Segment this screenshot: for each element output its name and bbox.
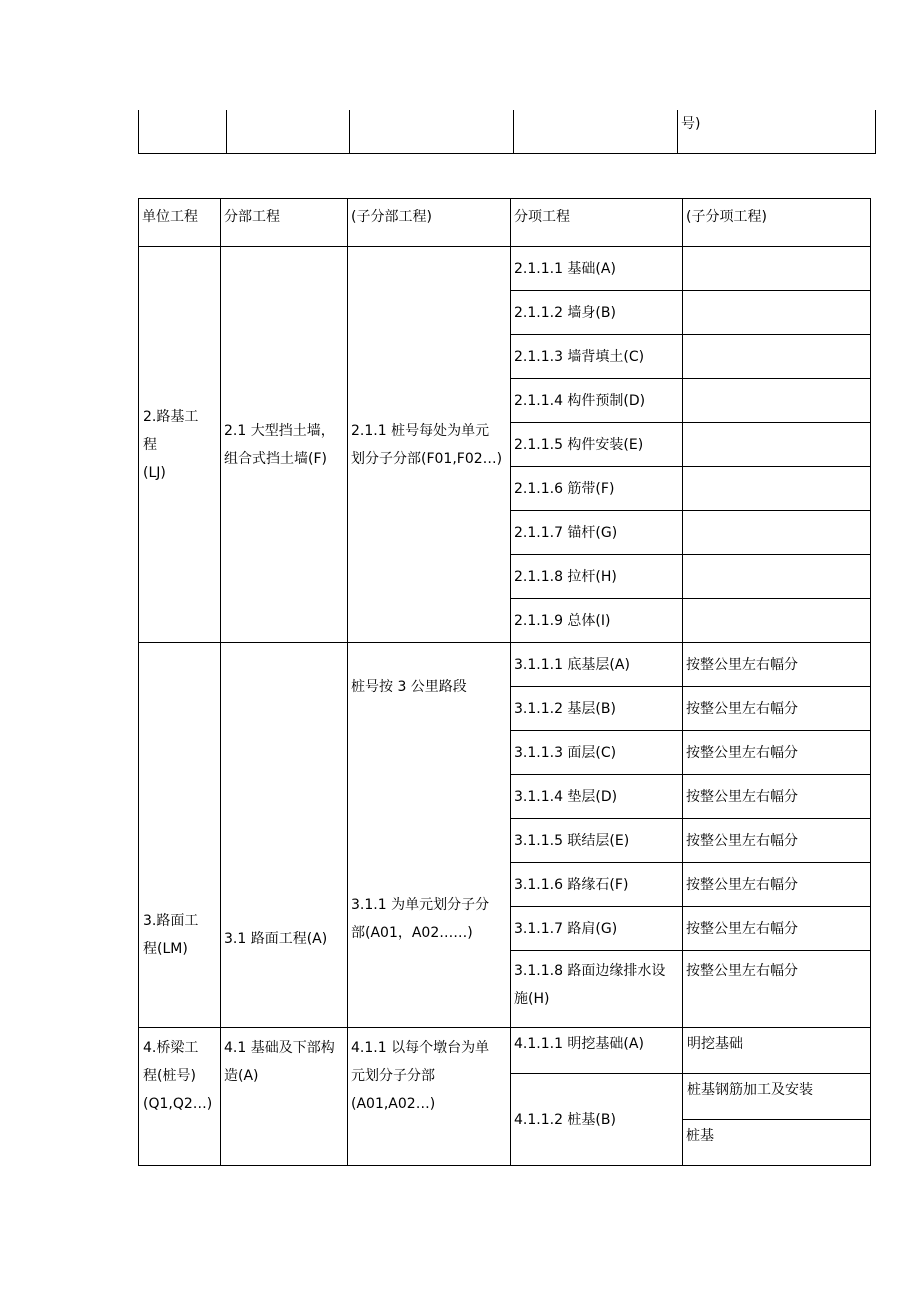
subdivision-line: (A01,A02…) bbox=[351, 1096, 436, 1112]
subdivision-pavement bbox=[348, 643, 511, 1028]
table-row bbox=[139, 247, 871, 291]
subitem-cell bbox=[683, 599, 871, 643]
item-cell: 3.1.1.4 垫层(D) bbox=[511, 775, 683, 819]
header-subdivision-project: (子分部工程) bbox=[348, 199, 511, 247]
unit-line: (LJ) bbox=[143, 464, 166, 481]
subitem-cell: 按整公里左右幅分 bbox=[683, 775, 871, 819]
unit-line: 程 bbox=[143, 436, 157, 453]
subitem-cell: 按整公里左右幅分 bbox=[683, 643, 871, 687]
item-cell: 2.1.1.8 拉杆(H) bbox=[511, 555, 683, 599]
subdivision-note: 桩号按 3 公里路段 bbox=[351, 679, 467, 695]
subitem-cell: 桩基 bbox=[683, 1120, 871, 1166]
item-line: 3.1.1.8 路面边缘排水设 bbox=[514, 963, 666, 979]
subitem-cell: 明挖基础 bbox=[683, 1028, 871, 1074]
table-cell bbox=[139, 110, 227, 154]
item-cell: 3.1.1.7 路肩(G) bbox=[511, 907, 683, 951]
unit-line: 4.桥梁工 bbox=[143, 1040, 199, 1056]
division-pavement: 3.1 路面工程(A) bbox=[221, 643, 348, 1028]
table-cell bbox=[350, 110, 514, 154]
item-cell: 3.1.1.5 联结层(E) bbox=[511, 819, 683, 863]
unit-line: 程(桩号) bbox=[143, 1068, 196, 1084]
item-cell: 2.1.1.9 总体(I) bbox=[511, 599, 683, 643]
item-cell: 3.1.1.6 路缘石(F) bbox=[511, 863, 683, 907]
unit-pavement bbox=[139, 643, 221, 1028]
subitem-cell bbox=[683, 511, 871, 555]
subdivision-line: 2.1.1 桩号每处为单元 bbox=[351, 422, 490, 439]
division-bridge-foundation bbox=[221, 1028, 348, 1166]
subdivision-bridge-pier bbox=[348, 1028, 511, 1166]
header-item-project: 分项工程 bbox=[511, 199, 683, 247]
table-cell bbox=[514, 110, 678, 154]
subitem-cell: 按整公里左右幅分 bbox=[683, 687, 871, 731]
subdivision-retaining-wall bbox=[348, 247, 511, 643]
table-header-row bbox=[139, 199, 871, 247]
division-retaining-wall bbox=[221, 247, 348, 643]
subitem-cell: 按整公里左右幅分 bbox=[683, 863, 871, 907]
subdivision-line: 元划分子分部 bbox=[351, 1068, 435, 1084]
subitem-cell: 桩基钢筋加工及安装 bbox=[683, 1074, 871, 1120]
item-cell: 2.1.1.1 基础(A) bbox=[511, 247, 683, 291]
unit-line: (Q1,Q2…) bbox=[143, 1096, 213, 1112]
item-cell: 2.1.1.2 墙身(B) bbox=[511, 291, 683, 335]
division-line: 组合式挡土墙(F) bbox=[224, 450, 327, 467]
subitem-cell bbox=[683, 555, 871, 599]
item-cell: 2.1.1.4 构件预制(D) bbox=[511, 379, 683, 423]
table-row bbox=[139, 1028, 871, 1074]
unit-subgrade bbox=[139, 247, 221, 643]
subdivision-line: 4.1.1 以每个墩台为单 bbox=[351, 1040, 490, 1056]
subdivision-line: 部(A01，A02……) bbox=[351, 925, 473, 941]
item-cell: 4.1.1.1 明挖基础(A) bbox=[511, 1028, 683, 1074]
item-cell: 3.1.1.3 面层(C) bbox=[511, 731, 683, 775]
subitem-cell bbox=[683, 335, 871, 379]
continued-table bbox=[138, 110, 876, 154]
item-cell: 2.1.1.5 构件安装(E) bbox=[511, 423, 683, 467]
header-division-project: 分部工程 bbox=[221, 199, 348, 247]
item-cell: 2.1.1.7 锚杆(G) bbox=[511, 511, 683, 555]
division-line: 2.1 大型挡土墙， bbox=[224, 422, 335, 439]
division-line: 4.1 基础及下部构 bbox=[224, 1040, 335, 1056]
subitem-cell: 按整公里左右幅分 bbox=[683, 731, 871, 775]
item-cell: 4.1.1.2 桩基(B) bbox=[511, 1074, 683, 1166]
subdivision-line: 划分子分部(F01,F02…) bbox=[351, 450, 503, 467]
unit-bridge bbox=[139, 1028, 221, 1166]
unit-line: 2.路基工 bbox=[143, 408, 199, 425]
table-row bbox=[139, 643, 871, 687]
table-cell: 号) bbox=[678, 110, 876, 154]
subitem-cell bbox=[683, 467, 871, 511]
header-unit-project: 单位工程 bbox=[139, 199, 221, 247]
item-line: 施(H) bbox=[514, 991, 550, 1007]
project-breakdown-table bbox=[138, 198, 871, 1166]
subitem-cell: 按整公里左右幅分 bbox=[683, 951, 871, 1028]
unit-line: 3.路面工 bbox=[143, 913, 199, 929]
subitem-cell bbox=[683, 291, 871, 335]
subitem-cell bbox=[683, 423, 871, 467]
subitem-cell: 按整公里左右幅分 bbox=[683, 819, 871, 863]
subitem-cell: 按整公里左右幅分 bbox=[683, 907, 871, 951]
item-cell: 3.1.1.1 底基层(A) bbox=[511, 643, 683, 687]
subitem-cell bbox=[683, 247, 871, 291]
item-cell bbox=[511, 951, 683, 1028]
header-subitem-project: (子分项工程) bbox=[683, 199, 871, 247]
item-cell: 3.1.1.2 基层(B) bbox=[511, 687, 683, 731]
unit-line: 程(LM) bbox=[143, 941, 188, 957]
subdivision-line: 3.1.1 为单元划分子分 bbox=[351, 897, 490, 913]
subitem-cell bbox=[683, 379, 871, 423]
item-cell: 2.1.1.3 墙背填土(C) bbox=[511, 335, 683, 379]
table-cell bbox=[227, 110, 350, 154]
division-line: 造(A) bbox=[224, 1068, 259, 1084]
item-cell: 2.1.1.6 筋带(F) bbox=[511, 467, 683, 511]
